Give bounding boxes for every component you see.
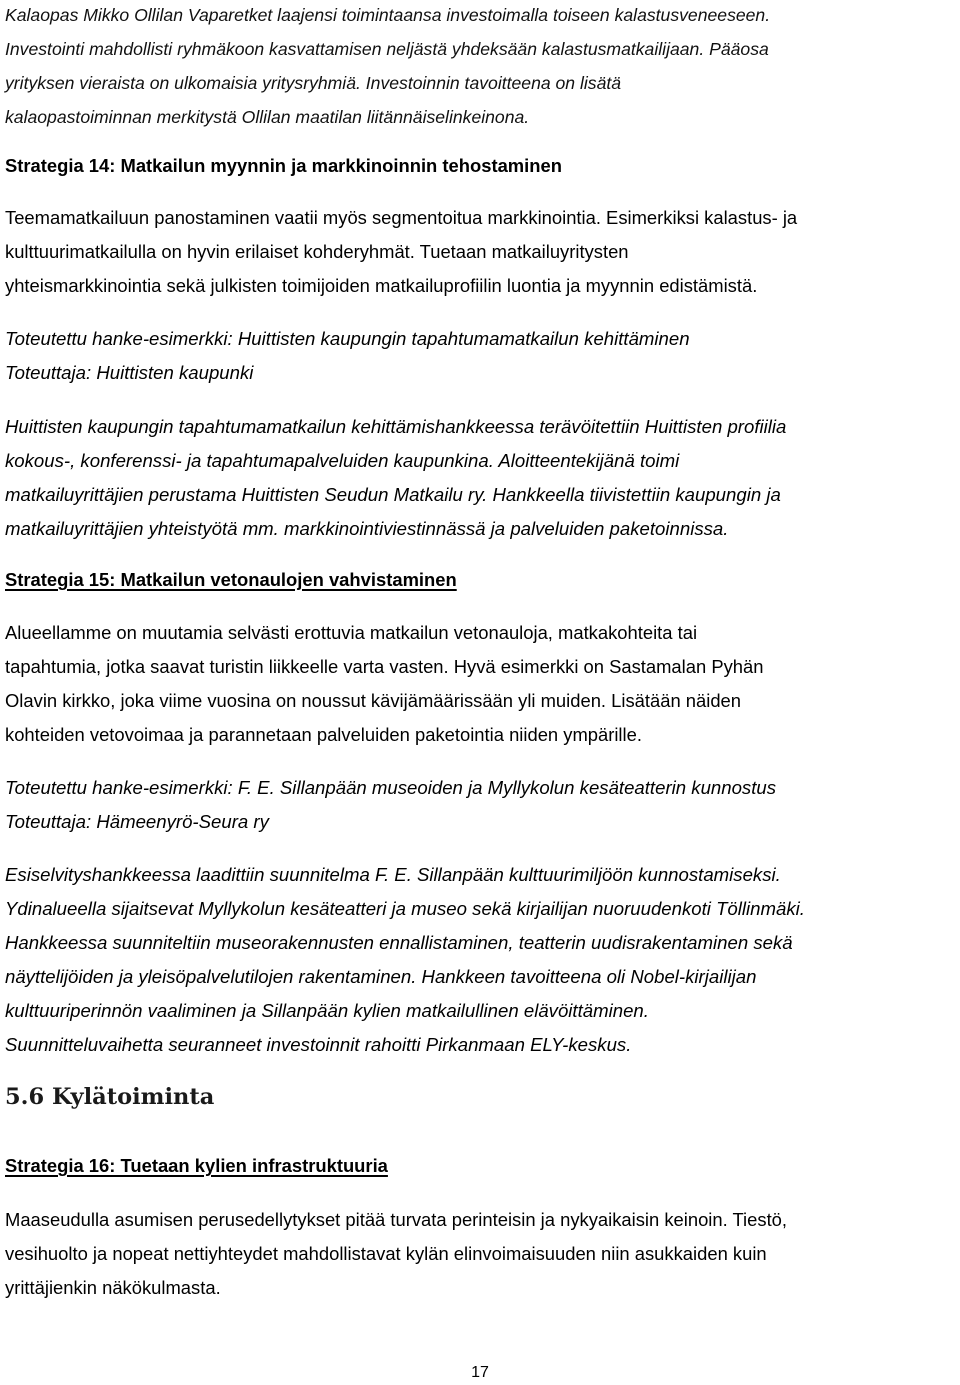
intro-line: Kalaopas Mikko Ollilan Vaparetket laajensi toimintaansa investoimalla toiseen kalastusveneeseen.	[5, 5, 771, 25]
intro-paragraph	[5, 0, 954, 134]
intro-line: yrityksen vieraista on ulkomaisia yritysryhmiä. Investoinnin tavoitteena on lisätä	[5, 73, 622, 93]
strategy-15-body	[5, 616, 954, 752]
body-line: Alueellamme on muutamia selvästi erottuvia matkailun vetonauloja, matkakohteita tai	[5, 622, 698, 643]
body-line: Teemamatkailuun panostaminen vaatii myös segmentoitua markkinointia. Esimerkiksi kalastus- ja	[5, 207, 798, 228]
example-implementer: Toteuttaja: Huittisten kaupunki	[5, 362, 254, 383]
example-line: kulttuuriperinnön vaaliminen ja Sillanpään kylien matkailullinen elävöittäminen.	[5, 1000, 649, 1021]
body-line: tapahtumia, jotka saavat turistin liikkeelle varta vasten. Hyvä esimerkki on Sastamalan Pyhän	[5, 656, 764, 677]
strategy-14-heading-row	[5, 149, 954, 183]
intro-line: kalaopastoiminnan merkitystä Ollilan maatilan liitännäiselinkeinona.	[5, 107, 530, 127]
example-line: Hankkeessa suunniteltiin museorakennusten ennallistaminen, teatterin uudisrakentaminen sekä	[5, 932, 793, 953]
body-line: yrittäjienkin näkökulmasta.	[5, 1277, 221, 1298]
body-line: vesihuolto ja nopeat nettiyhteydet mahdollistavat kylän elinvoimaisuuden niin asukkaiden kuin	[5, 1243, 767, 1264]
strategy-15-heading-row	[5, 563, 954, 597]
body-line: kulttuurimatkailulla on hyvin erilaiset kohderyhmät. Tuetaan matkailuyritysten	[5, 241, 629, 262]
strategy-15-example-header	[5, 771, 954, 839]
example-title: Toteutettu hanke-esimerkki: Huittisten kaupungin tapahtumamatkailun kehittäminen	[5, 328, 690, 349]
strategy-15-example-body	[5, 858, 954, 1062]
strategy-14-example-header	[5, 322, 954, 390]
example-line: Suunnitteluvaihetta seuranneet investoinnit rahoitti Pirkanmaan ELY-keskus.	[5, 1034, 632, 1055]
body-line: Olavin kirkko, joka viime vuosina on noussut kävijämäärissään yli muiden. Lisätään näiden	[5, 690, 742, 711]
example-line: Huittisten kaupungin tapahtumamatkailun kehittämishankkeessa terävöitettiin Huittisten profiilia	[5, 416, 787, 437]
strategy-15-heading: Strategia 15: Matkailun vetonaulojen vahvistaminen	[5, 569, 457, 590]
strategy-14-body	[5, 201, 954, 303]
section-5-6-heading-row	[5, 1077, 954, 1117]
body-line: Maaseudulla asumisen perusedellytykset pitää turvata perinteisin ja nykyaikaisin keinoin. Tiestö,	[5, 1209, 788, 1230]
intro-line: Investointi mahdollisti ryhmäkoon kasvattamisen neljästä yhdeksään kalastusmatkailijaan. Pääosa	[5, 39, 769, 59]
example-line: Esiselvityshankkeessa laadittiin suunnitelma F. E. Sillanpään kulttuurimiljöön kunnostamiseksi.	[5, 864, 781, 885]
strategy-14-example-body	[5, 410, 954, 546]
example-title: Toteutettu hanke-esimerkki: F. E. Sillanpään museoiden ja Myllykolun kesäteatterin kunnostus	[5, 777, 777, 798]
strategy-16-heading: Strategia 16: Tuetaan kylien infrastruktuuria	[5, 1155, 388, 1176]
section-heading: 5.6 Kylätoiminta	[5, 1084, 215, 1110]
body-line: kohteiden vetovoimaa ja parannetaan palveluiden paketointia niiden ympärille.	[5, 724, 642, 745]
example-line: kokous-, konferenssi- ja tapahtumapalveluiden kaupunkina. Aloitteentekijänä toimi	[5, 450, 680, 471]
strategy-16-heading-row	[5, 1149, 954, 1183]
example-line: matkailuyrittäjien perustama Huittisten Seudun Matkailu ry. Hankkeella tiivistettiin kaupungin ja	[5, 484, 781, 505]
strategy-16-body	[5, 1203, 954, 1305]
strategy-14-heading: Strategia 14: Matkailun myynnin ja markkinoinnin tehostaminen	[5, 155, 562, 176]
example-implementer: Toteuttaja: Hämeenyrö-Seura ry	[5, 811, 269, 832]
example-line: Ydinalueella sijaitsevat Myllykolun kesäteatteri ja museo sekä kirjailijan nuoruudenkoti Töllinmäki.	[5, 898, 805, 919]
body-line: yhteismarkkinointia sekä julkisten toimijoiden matkailuprofiilin luontia ja myynnin edistämistä.	[5, 275, 758, 296]
example-line: matkailuyrittäjien yhteistyötä mm. markkinointiviestinnässä ja palveluiden paketoinnissa.	[5, 518, 729, 539]
example-line: näyttelijöiden ja yleisöpalvelutilojen rakentaminen. Hankkeen tavoitteena oli Nobel-kirjailijan	[5, 966, 757, 987]
page-number: 17	[471, 1364, 489, 1381]
